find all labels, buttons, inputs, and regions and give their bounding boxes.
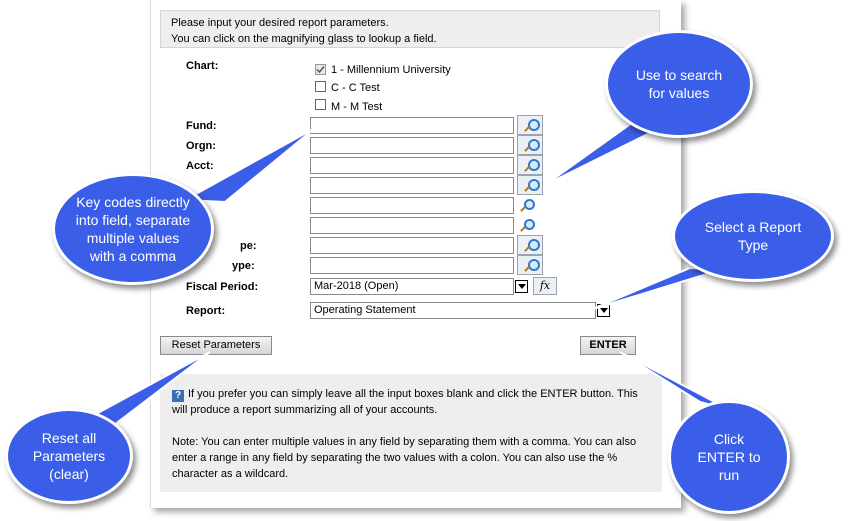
enter-button[interactable]: ENTER (580, 336, 636, 355)
function-button[interactable]: fx (533, 277, 557, 295)
chart-option-3-label: M - M Test (331, 101, 383, 113)
reset-callout: Reset all Parameters (clear) (5, 408, 133, 504)
reset-parameters-button[interactable]: Reset Parameters (160, 336, 272, 355)
fiscal-period-label: Fiscal Period: (186, 281, 259, 293)
fund-label: Fund: (186, 120, 217, 132)
help-text-2: Note: You can enter multiple values in any field by separating them with a comma. You can also enter a range in any field by separating the two values with a colon. You can also use the % character as a wildcard. (172, 436, 637, 480)
type-label-2: ype: (232, 260, 255, 272)
key-codes-callout: Key codes directly into field, separate multiple values with a comma (52, 173, 214, 285)
chart-label: Chart: (186, 60, 219, 72)
help-text-1: If you prefer you can simply leave all the input boxes blank and click the ENTER button. This will produce a report summarizing all of your accounts. (172, 388, 638, 416)
search-callout: Use to search for values (605, 30, 753, 138)
chart-option-1-label: 1 - Millennium University (331, 64, 451, 76)
help-icon: ? (172, 390, 184, 402)
fiscal-period-value: Mar-2018 (Open) (314, 280, 399, 292)
orgn-label: Orgn: (186, 140, 216, 152)
enter-callout: Click ENTER to run (668, 400, 790, 514)
report-value: Operating Statement (314, 304, 416, 316)
acct-label: Acct: (186, 160, 214, 172)
report-label: Report: (186, 305, 226, 317)
report-type-callout-pointer (590, 268, 720, 310)
key-codes-callout-pointer (185, 128, 315, 202)
intro-line-1: Please input your desired report parameters. (171, 17, 389, 29)
chart-option-2-label: C - C Test (331, 82, 380, 94)
report-type-callout: Select a Report Type (672, 190, 834, 282)
type-label-1: pe: (240, 240, 257, 252)
intro-line-2: You can click on the magnifying glass to lookup a field. (171, 33, 437, 45)
